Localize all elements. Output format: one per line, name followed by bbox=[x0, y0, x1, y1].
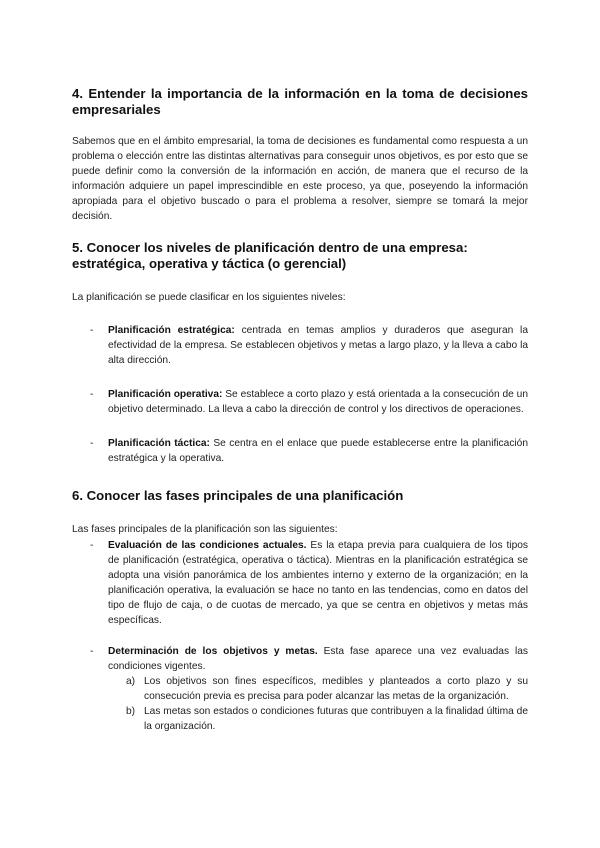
section-6-intro: Las fases principales de la planificación son las siguientes: bbox=[72, 524, 338, 535]
definition-objectives: Esta fase aparece una vez evaluadas las condiciones vigentes. bbox=[108, 646, 528, 672]
list-item bbox=[72, 387, 528, 417]
bullet-dash: - bbox=[90, 646, 94, 657]
term-objectives: Determinación de los objetivos y metas. bbox=[108, 646, 318, 657]
definition-evaluation: Es la etapa previa para cualquiera de los tipos de planificación (estratégica, operativa o táctica). Mientras en la planificación estratégica se adopta una visión panorámica de los ambientes interno y externo de la organización; en la planificación operativa, la evaluación se hace no tanto en las tendencias, como en datos del tipo de flujo de caja, o de cuotas de mercado, ya que se centra en objetivos y metas más específicas. bbox=[108, 540, 528, 626]
term-evaluation: Evaluación de las condiciones actuales. bbox=[108, 540, 307, 551]
sub-item-text: Los objetivos son fines específicos, medibles y planteados a corto plazo y su consecución previa es precisa para poder alcanzar las metas de la organización. bbox=[144, 676, 528, 702]
bullet-dash: - bbox=[90, 389, 94, 400]
term-operative: Planificación operativa: bbox=[108, 389, 223, 400]
definition-operative: Se establece a corto plazo y está orientada a la consecución de un objetivo determinado. La lleva a cabo la dirección de control y los directivos de operaciones. bbox=[108, 389, 528, 415]
list-item bbox=[72, 323, 528, 368]
bullet-dash: - bbox=[90, 438, 94, 449]
planning-phases-list bbox=[72, 538, 528, 734]
sub-list-item bbox=[108, 704, 528, 734]
section-4-heading: 4. Entender la importancia de la información en la toma de decisiones empresariales bbox=[72, 86, 528, 117]
bullet-dash: - bbox=[90, 540, 94, 551]
sub-item-letter: b) bbox=[126, 706, 136, 717]
section-6-heading: 6. Conocer las fases principales de una planificación bbox=[72, 488, 404, 503]
section-4-paragraph: Sabemos que en el ámbito empresarial, la toma de decisiones es fundamental como respuesta a un problema o elección entre las distintas alternativas para conseguir unos objetivos, es por esto que se puede definir como la conversión de la información en acción, de manera que el recurso de la información adquiere un papel imprescindible en este proceso, ya que, poseyendo la información apropiada para el objetivo buscado o para el problema a resolver, siempre se tomará la mejor decisión. bbox=[72, 136, 528, 222]
sub-item-letter: a) bbox=[126, 676, 136, 687]
sub-list-item bbox=[108, 674, 528, 704]
section-5-heading: 5. Conocer los niveles de planificación dentro de una empresa: estratégica, operativa y táctica (o gerencial) bbox=[72, 240, 468, 271]
definition-tactical: Se centra en el enlace que puede establecerse entre la planificación estratégica y la operativa. bbox=[108, 438, 529, 464]
list-item bbox=[72, 436, 528, 466]
list-item bbox=[72, 538, 528, 628]
definition-strategic: centrada en temas amplios y duraderos que aseguran la efectividad de la empresa. Se establecen objetivos y metas a largo plazo, y la lleva a cabo la alta dirección. bbox=[108, 325, 528, 366]
sub-item-text: Las metas son estados o condiciones futuras que contribuyen a la finalidad última de la organización. bbox=[144, 706, 528, 732]
document-page bbox=[72, 80, 528, 734]
section-5-intro: La planificación se puede clasificar en los siguientes niveles: bbox=[72, 292, 346, 303]
term-strategic: Planificación estratégica: bbox=[108, 325, 235, 336]
list-item bbox=[72, 644, 528, 734]
objectives-sublist bbox=[108, 674, 528, 734]
bullet-dash: - bbox=[90, 325, 94, 336]
term-tactical: Planificación táctica: bbox=[108, 438, 210, 449]
planning-levels-list bbox=[72, 323, 528, 466]
